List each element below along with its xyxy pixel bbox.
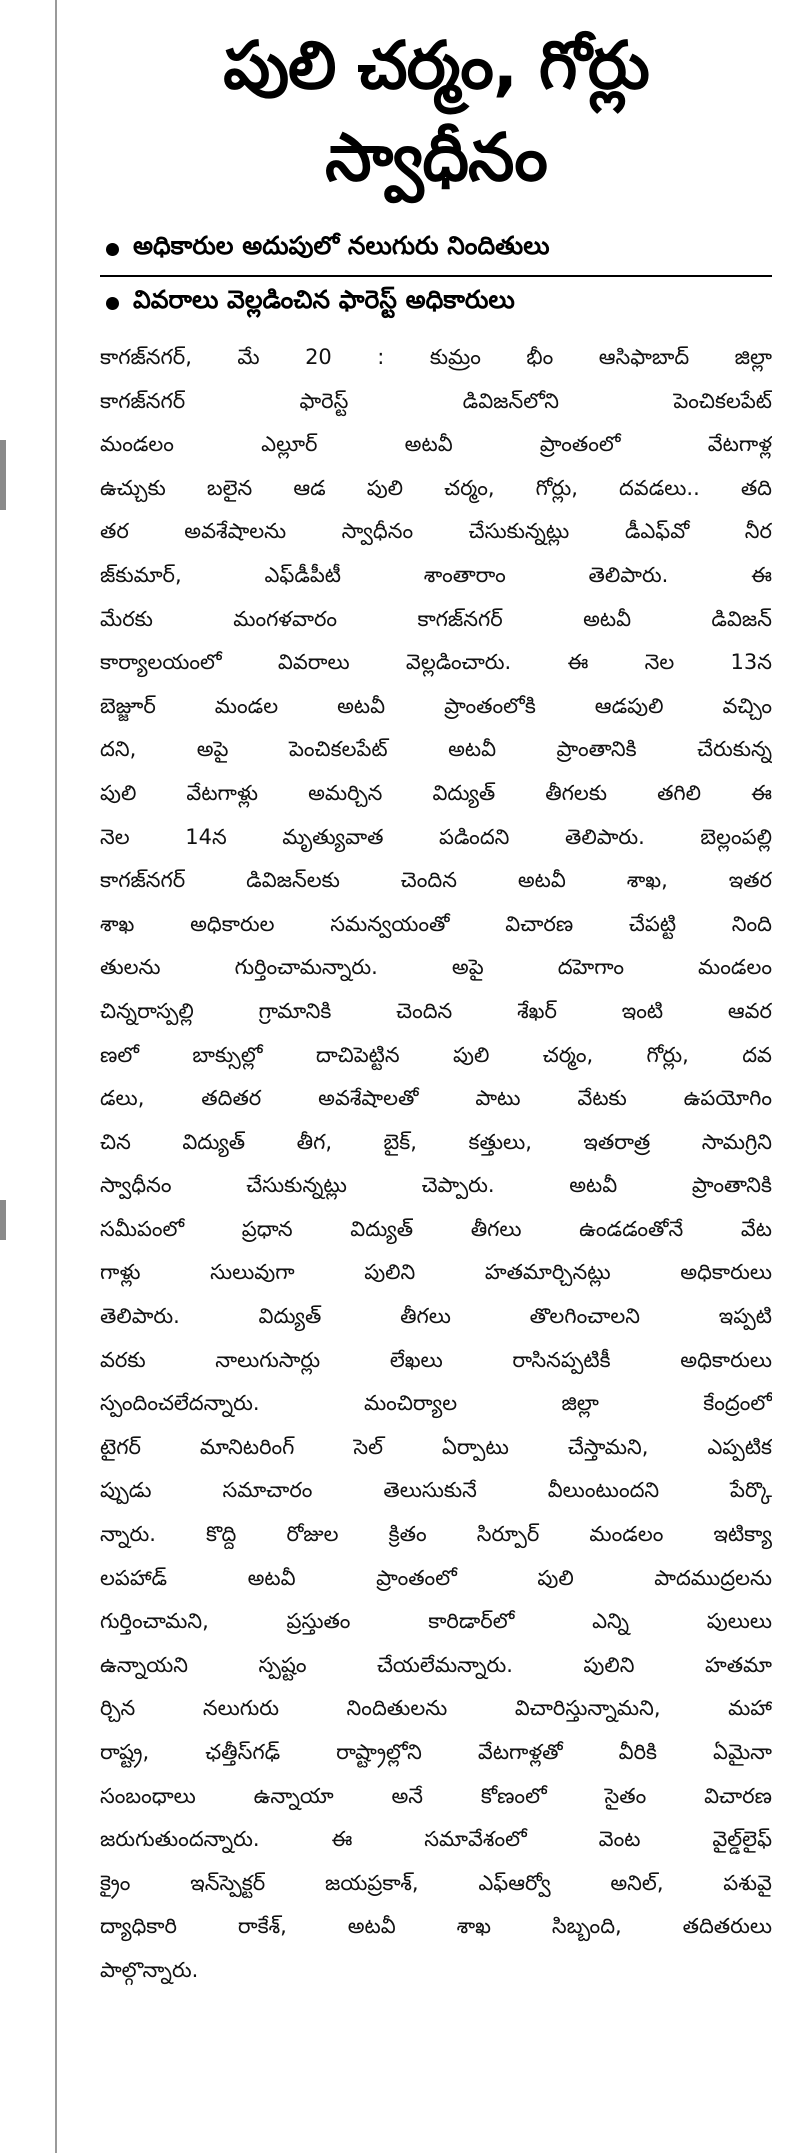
adjacent-column-edge <box>0 440 6 510</box>
headline <box>100 20 772 204</box>
subheading-divider <box>100 275 772 277</box>
headline-line-1: పులి చర్మం, గోర్లు <box>223 27 649 104</box>
body-line: మేరకు మంగళవారం కాగజ్‌నగర్ అటవీ డివిజన్ <box>100 606 772 631</box>
body-line: ర్చిన నలుగురు నిందితులను విచారిస్తున్నామని, మహా <box>100 1696 772 1721</box>
body-line: తులను గుర్తించామన్నారు. అపై దహెగాం మండలం <box>100 955 772 980</box>
subheading-text: వివరాలు వెల్లడించిన ఫారెస్ట్ అధికారులు <box>133 285 515 314</box>
body-line: బెజ్జూర్ మండల అటవీ ప్రాంతంలోకి ఆడపులి వచ్చిం <box>100 693 772 718</box>
body-line: రాష్ట్ర, ఛత్తీస్‌గఢ్ రాష్ట్రాల్లోని వేటగాళ్లతో వీరికి ఏమైనా <box>100 1740 772 1764</box>
body-line: సంబంధాలు ఉన్నాయా అనే కోణంలో సైతం విచారణ <box>100 1783 772 1808</box>
headline-line-2: స్వాధీనం <box>325 119 547 196</box>
body-line: డలు, తదితర అవశేషాలతో పాటు వేటకు ఉపయోగిం <box>100 1086 772 1111</box>
body-line: స్పందించలేదన్నారు. మంచిర్యాల జిల్లా కేంద్రంలో <box>100 1391 772 1416</box>
adjacent-column-edge <box>0 1200 6 1240</box>
column-divider-line <box>55 0 57 2153</box>
body-line: నెల 14న మృత్యువాత పడిందని తెలిపారు. బెల్లంపల్లి <box>100 824 772 849</box>
body-line: జరుగుతుందన్నారు. ఈ సమావేశంలో వెంట వైల్డ్‌లైఫ్ <box>100 1827 772 1852</box>
subheading-item <box>100 226 772 272</box>
body-line: మండలం ఎల్లూర్ అటవీ ప్రాంతంలో వేటగాళ్ల <box>100 432 772 457</box>
body-line: క్రైం ఇన్‌స్పెక్టర్ జయప్రకాశ్, ఎఫ్‌ఆర్వో అనిల్, పశువై <box>100 1870 772 1895</box>
body-line: దని, అపై పెంచికలపేట్ అటవీ ప్రాంతానికి చేరుకున్న <box>100 737 772 762</box>
body-line: వరకు నాలుగుసార్లు లేఖలు రాసినప్పటికీ అధికారులు <box>100 1347 772 1372</box>
body-line: కాగజ్‌నగర్ డివిజన్‌లకు చెందిన అటవీ శాఖ, ఇతర <box>100 868 772 893</box>
body-line: టైగర్ మానిటరింగ్ సెల్ ఏర్పాటు చేస్తామని, ఎప్పటిక <box>100 1434 772 1459</box>
article-body <box>100 336 772 1993</box>
body-line: లపహాడ్ అటవీ ప్రాంతంలో పులి పాదముద్రలను <box>100 1565 772 1590</box>
body-line: స్వాధీనం చేసుకున్నట్లు చెప్పారు. అటవీ ప్రాంతానికి <box>100 1173 772 1198</box>
body-line: చిన్నరాస్పల్లి గ్రామానికి చెందిన శేఖర్ ఇంటి ఆవర <box>100 998 772 1023</box>
subheading-item <box>100 280 772 326</box>
bullet-icon <box>106 297 119 310</box>
body-line: పాల్గొన్నారు. <box>100 1957 199 1982</box>
news-article <box>100 20 772 2130</box>
body-line: తర అవశేషాలను స్వాధీనం చేసుకున్నట్లు డీఎఫ్‌వో నీర <box>100 519 772 544</box>
body-line: శాఖ అధికారుల సమన్వయంతో విచారణ చేపట్టి నింది <box>100 911 772 936</box>
body-line: కాగజ్‌నగర్, మే 20 : కుమ్రం భీం ఆసిఫాబాద్ జిల్లా <box>100 345 772 369</box>
body-line: గాళ్లు సులువుగా పులిని హతమార్చినట్లు అధికారులు <box>100 1260 772 1285</box>
body-line: గుర్తించామని, ప్రస్తుతం కారిడార్‌లో ఎన్ని పులులు <box>100 1609 772 1634</box>
body-line: న్నారు. కొద్ది రోజుల క్రితం సిర్పూర్ మండలం ఇటిక్యా <box>100 1522 772 1547</box>
body-line: ద్యాధికారి రాకేశ్, అటవీ శాఖ సిబ్బంది, తదితరులు <box>100 1914 772 1939</box>
subheadings <box>100 226 772 326</box>
body-line: చిన విద్యుత్ తీగ, బైక్, కత్తులు, ఇతరాత్ర సామగ్రిని <box>100 1129 772 1154</box>
body-line: ఉన్నాయని స్పష్టం చేయలేమన్నారు. పులిని హతమా <box>100 1652 772 1677</box>
subheading-text: అధికారుల అదుపులో నలుగురు నిందితులు <box>133 231 550 260</box>
bullet-icon <box>106 243 119 256</box>
body-line: జ్‌కుమార్, ఎఫ్‌డీపీటీ శాంతారాం తెలిపారు. ఈ <box>100 562 772 587</box>
body-line: ణలో బాక్సుల్లో దాచిపెట్టిన పులి చర్మం, గోర్లు, దవ <box>100 1042 772 1067</box>
body-line: ఉచ్చుకు బలైన ఆడ పులి చర్మం, గోర్లు, దవడలు.. తది <box>100 475 772 500</box>
body-line: సమీపంలో ప్రధాన విద్యుత్ తీగలు ఉండడంతోనే వేట <box>100 1216 772 1241</box>
body-line: కార్యాలయంలో వివరాలు వెల్లడించారు. ఈ నెల 13న <box>100 650 772 675</box>
body-line: కాగజ్‌నగర్ ఫారెస్ట్ డివిజన్‌లోని పెంచికలపేట్ <box>100 388 772 413</box>
body-line: ప్పుడు సమాచారం తెలుసుకునే వీలుంటుందని పేర్కొ <box>100 1478 772 1503</box>
body-line: పులి వేటగాళ్లు అమర్చిన విద్యుత్ తీగలకు తగిలి ఈ <box>100 780 772 805</box>
body-line: తెలిపారు. విద్యుత్ తీగలు తొలగించాలని ఇప్పటి <box>100 1304 772 1329</box>
